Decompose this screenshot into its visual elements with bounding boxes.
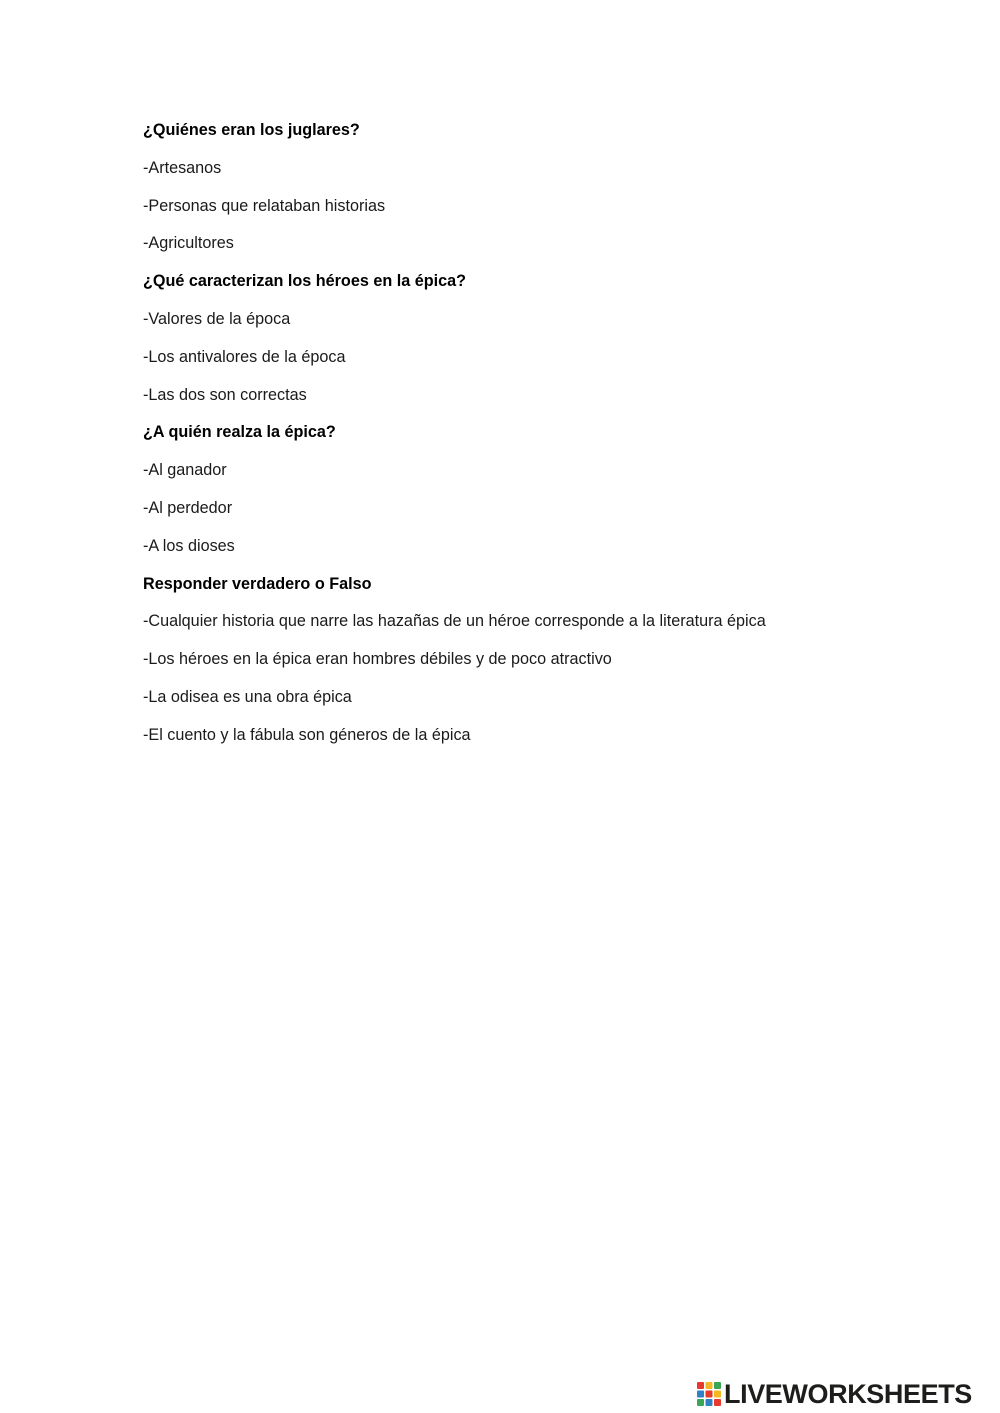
question-1: ¿Quiénes eran los juglares?	[143, 121, 360, 139]
true-false-statement-3: -La odisea es una obra épica	[143, 687, 352, 706]
worksheet-content	[143, 118, 923, 761]
question-2-option-2: -Los antivalores de la época	[143, 347, 346, 366]
question-3-option-2: -Al perdedor	[143, 498, 233, 517]
true-false-statement-4: -El cuento y la fábula son géneros de la épica	[143, 725, 471, 744]
question-3-option-1: -Al ganador	[143, 461, 227, 480]
question-2-option-1: -Valores de la época	[143, 309, 291, 328]
true-false-statement-1: -Cualquier historia que narre las hazañas de un héroe corresponde a la literatura épica	[143, 612, 766, 631]
question-3: ¿A quién realza la épica?	[143, 423, 336, 442]
liveworksheets-logo	[697, 1379, 972, 1409]
question-3-option-3: -A los dioses	[143, 536, 235, 555]
true-false-statement-2: -Los héroes en la épica eran hombres débiles y de poco atractivo	[143, 650, 612, 669]
question-2-option-3: -Las dos son correctas	[143, 385, 307, 404]
liveworksheets-logo-text: LIVEWORKSHEETS	[724, 1379, 972, 1409]
question-1-option-1: -Artesanos	[143, 158, 222, 177]
question-2: ¿Qué caracterizan los héroes en la épica?	[143, 272, 466, 291]
question-1-option-2: -Personas que relataban historias	[143, 196, 386, 215]
question-1-option-3: -Agricultores	[143, 234, 234, 253]
true-false-heading: Responder verdadero o Falso	[143, 574, 372, 593]
liveworksheets-logo-icon	[697, 1382, 721, 1406]
